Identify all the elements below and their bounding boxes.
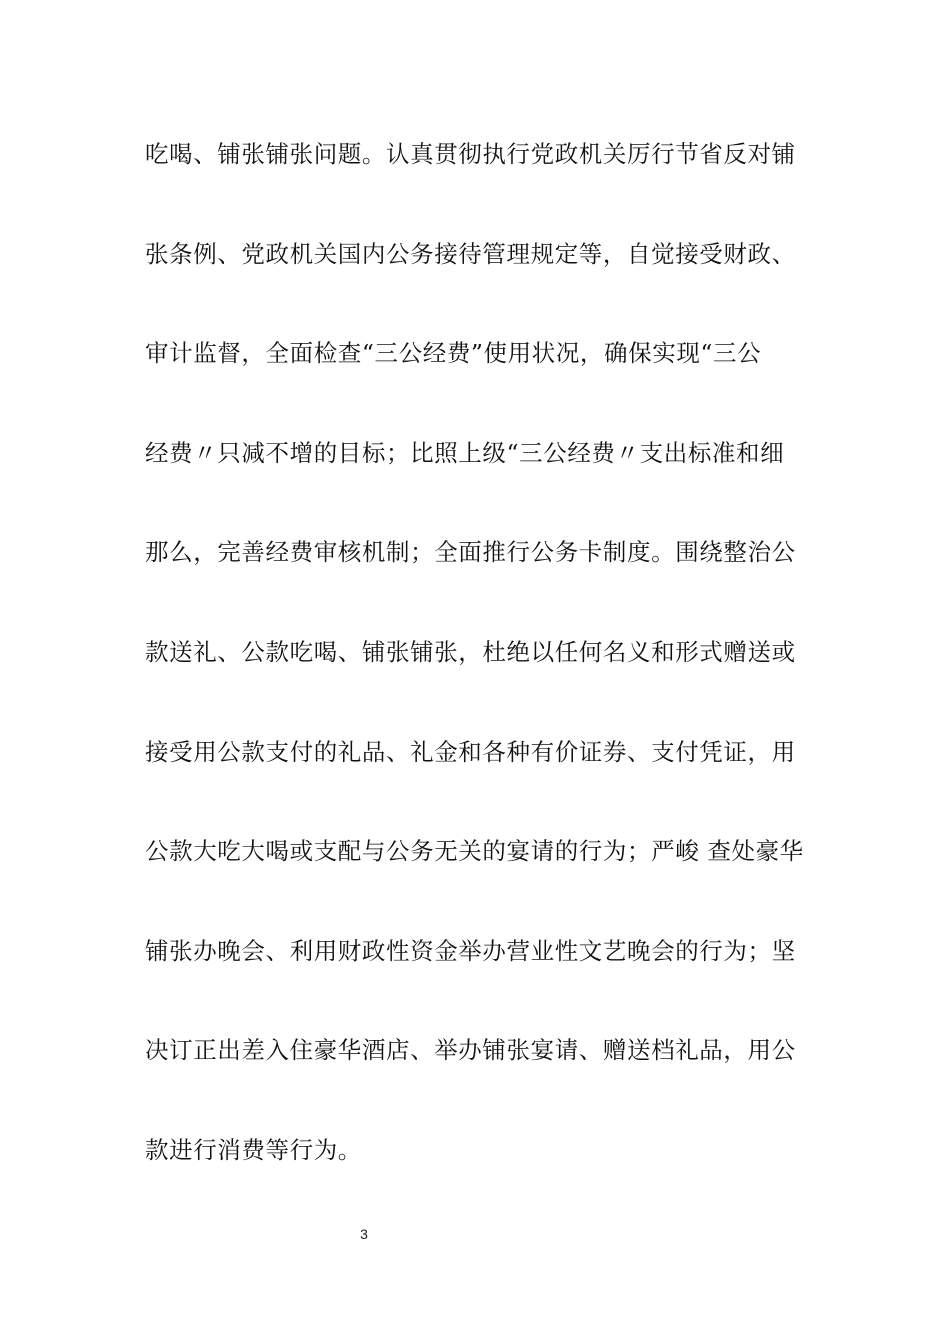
text-line-7: 接受用公款支付的礼品、礼金和各种有价证券、支付凭证，用 — [145, 737, 796, 766]
text-line-11: 款进行消费等行为。 — [145, 1135, 362, 1164]
text-line-8: 公款大吃大喝或支配与公务无关的宴请的行为；严峻 查处豪华 — [145, 837, 804, 866]
text-line-3: 审计监督，全面检查“三公经费”使用状况，确保实现“三公 — [145, 339, 762, 368]
body-paragraph — [145, 128, 817, 1224]
text-line-4: 经费〃只减不增的目标；比照上级“三公经费〃支出标准和细 — [145, 438, 785, 467]
text-line-6: 款送礼、公款吃喝、铺张铺张，杜绝以任何名义和形式赠送或 — [145, 637, 796, 666]
text-line-5: 那么，完善经费审核机制；全面推行公务卡制度。围绕整治公 — [145, 538, 796, 567]
page-number: 3 — [360, 1226, 368, 1242]
text-line-1: 吃喝、铺张铺张问题。认真贯彻执行党政机关厉行节省反对铺 — [145, 140, 796, 168]
text-line-9: 铺张办晚会、利用财政性资金举办营业性文艺晚会的行为；坚 — [145, 936, 796, 965]
text-line-10: 决订正出差入住豪华酒店、举办铺张宴请、赠送档礼品，用公 — [145, 1036, 796, 1065]
text-line-2: 张条例、党政机关国内公务接待管理规定等，自觉接受财政、 — [145, 239, 796, 268]
